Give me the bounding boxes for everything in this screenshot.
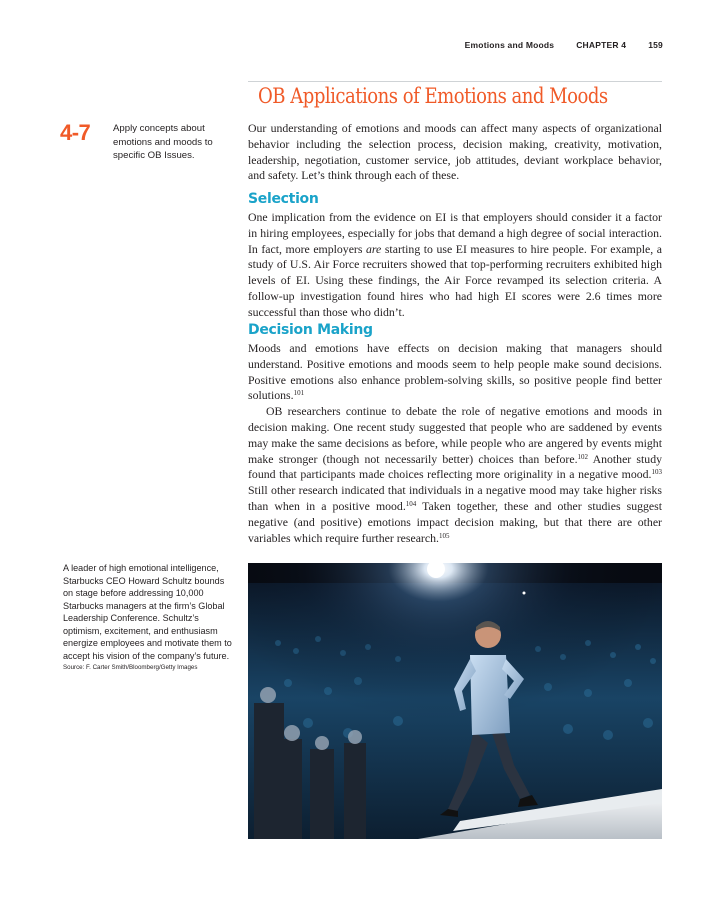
photo-illustration bbox=[248, 563, 662, 839]
photo-schultz-on-stage bbox=[248, 563, 662, 839]
running-head-chapter: CHAPTER 4 bbox=[576, 40, 627, 50]
decision-making-heading: Decision Making bbox=[248, 322, 373, 338]
selection-emphasis: are bbox=[366, 241, 382, 256]
intro-paragraph: Our understanding of emotions and moods can affect many aspects of organizational behavior including the selection process, decision making, creativity, motivation, leadership, negotiation, customer service, job attitudes, deviant workplace behavior, and safety. Let’s think through each of these. bbox=[248, 121, 662, 183]
reference-105: 105 bbox=[438, 531, 450, 540]
decision-paragraph-1 bbox=[248, 341, 662, 404]
decision-paragraph-2 bbox=[248, 404, 662, 546]
intro-block bbox=[248, 121, 662, 184]
photo-caption bbox=[63, 562, 233, 672]
title-rule bbox=[248, 81, 662, 82]
selection-text-2: starting to use EI measures to hire people. For example, a study of U.S. Air Force recruiters showed that top-performing recruiters exhibited high levels of EI. Using these findings, the Air Force revamped its selection criteria. A follow-up investigation found hires who had high EI scores were 2.6 times more successful than those who didn’t. bbox=[248, 241, 662, 319]
reference-104: 104 bbox=[405, 499, 417, 508]
section-title: OB Applications of Emotions and Moods bbox=[258, 84, 608, 108]
reference-101: 101 bbox=[293, 389, 305, 398]
decision-p2-text-c: Still other research indicated that individuals in a negative mood may take higher risks than when in a positive mood. bbox=[248, 483, 662, 513]
running-head bbox=[465, 40, 663, 50]
learning-objective-number: 4-7 bbox=[60, 120, 91, 145]
decision-p1-text: Moods and emotions have effects on decision making that managers should understand. Positive emotions and moods seem to help people make sound decisions. Positive emotions also enhance problem-solving skills, so positive people find better solutions. bbox=[248, 341, 662, 403]
photo-credit: Source: F. Carter Smith/Bloomberg/Getty Images bbox=[63, 664, 198, 671]
selection-paragraph bbox=[248, 210, 662, 321]
selection-heading: Selection bbox=[248, 191, 319, 207]
selection-section bbox=[248, 191, 662, 321]
photo-caption-text: A leader of high emotional intelligence, Starbucks CEO Howard Schultz bounds on stage before addressing 10,000 Starbucks managers at the firm’s Global Leadership Conference. Schultz’s optimism, excitement, and enthusiasm energize employees and motivate them to accept his vision of the company’s future. bbox=[63, 563, 232, 661]
decision-p2-text-b: Another study found that participants made choices reflecting more originality in a negative mood. bbox=[248, 451, 662, 482]
reference-102: 102 bbox=[577, 452, 589, 461]
reference-103: 103 bbox=[651, 468, 662, 477]
selection-text-1: One implication from the evidence on EI is that employers should consider it a factor in hiring employees, especially for jobs that demand a high degree of social interaction. In fact, more employers bbox=[248, 210, 662, 256]
decision-p2-text-d: Taken together, these and other studies suggest negative (and positive) emotions impact decision making, but that there are other variables which require further research. bbox=[248, 498, 662, 545]
learning-objective-text: Apply concepts about emotions and moods to specific OB Issues. bbox=[113, 123, 213, 161]
decision-p2-text-a: OB researchers continue to debate the role of negative emotions and moods in decision making. One recent study suggested that people who are saddened by events may make the same decisions as before, while people who are angered by events might make stronger (though not necessarily better) choices than before. bbox=[248, 404, 662, 466]
decision-making-section bbox=[248, 322, 662, 546]
page-number: 159 bbox=[648, 40, 663, 50]
running-head-section: Emotions and Moods bbox=[464, 40, 555, 50]
